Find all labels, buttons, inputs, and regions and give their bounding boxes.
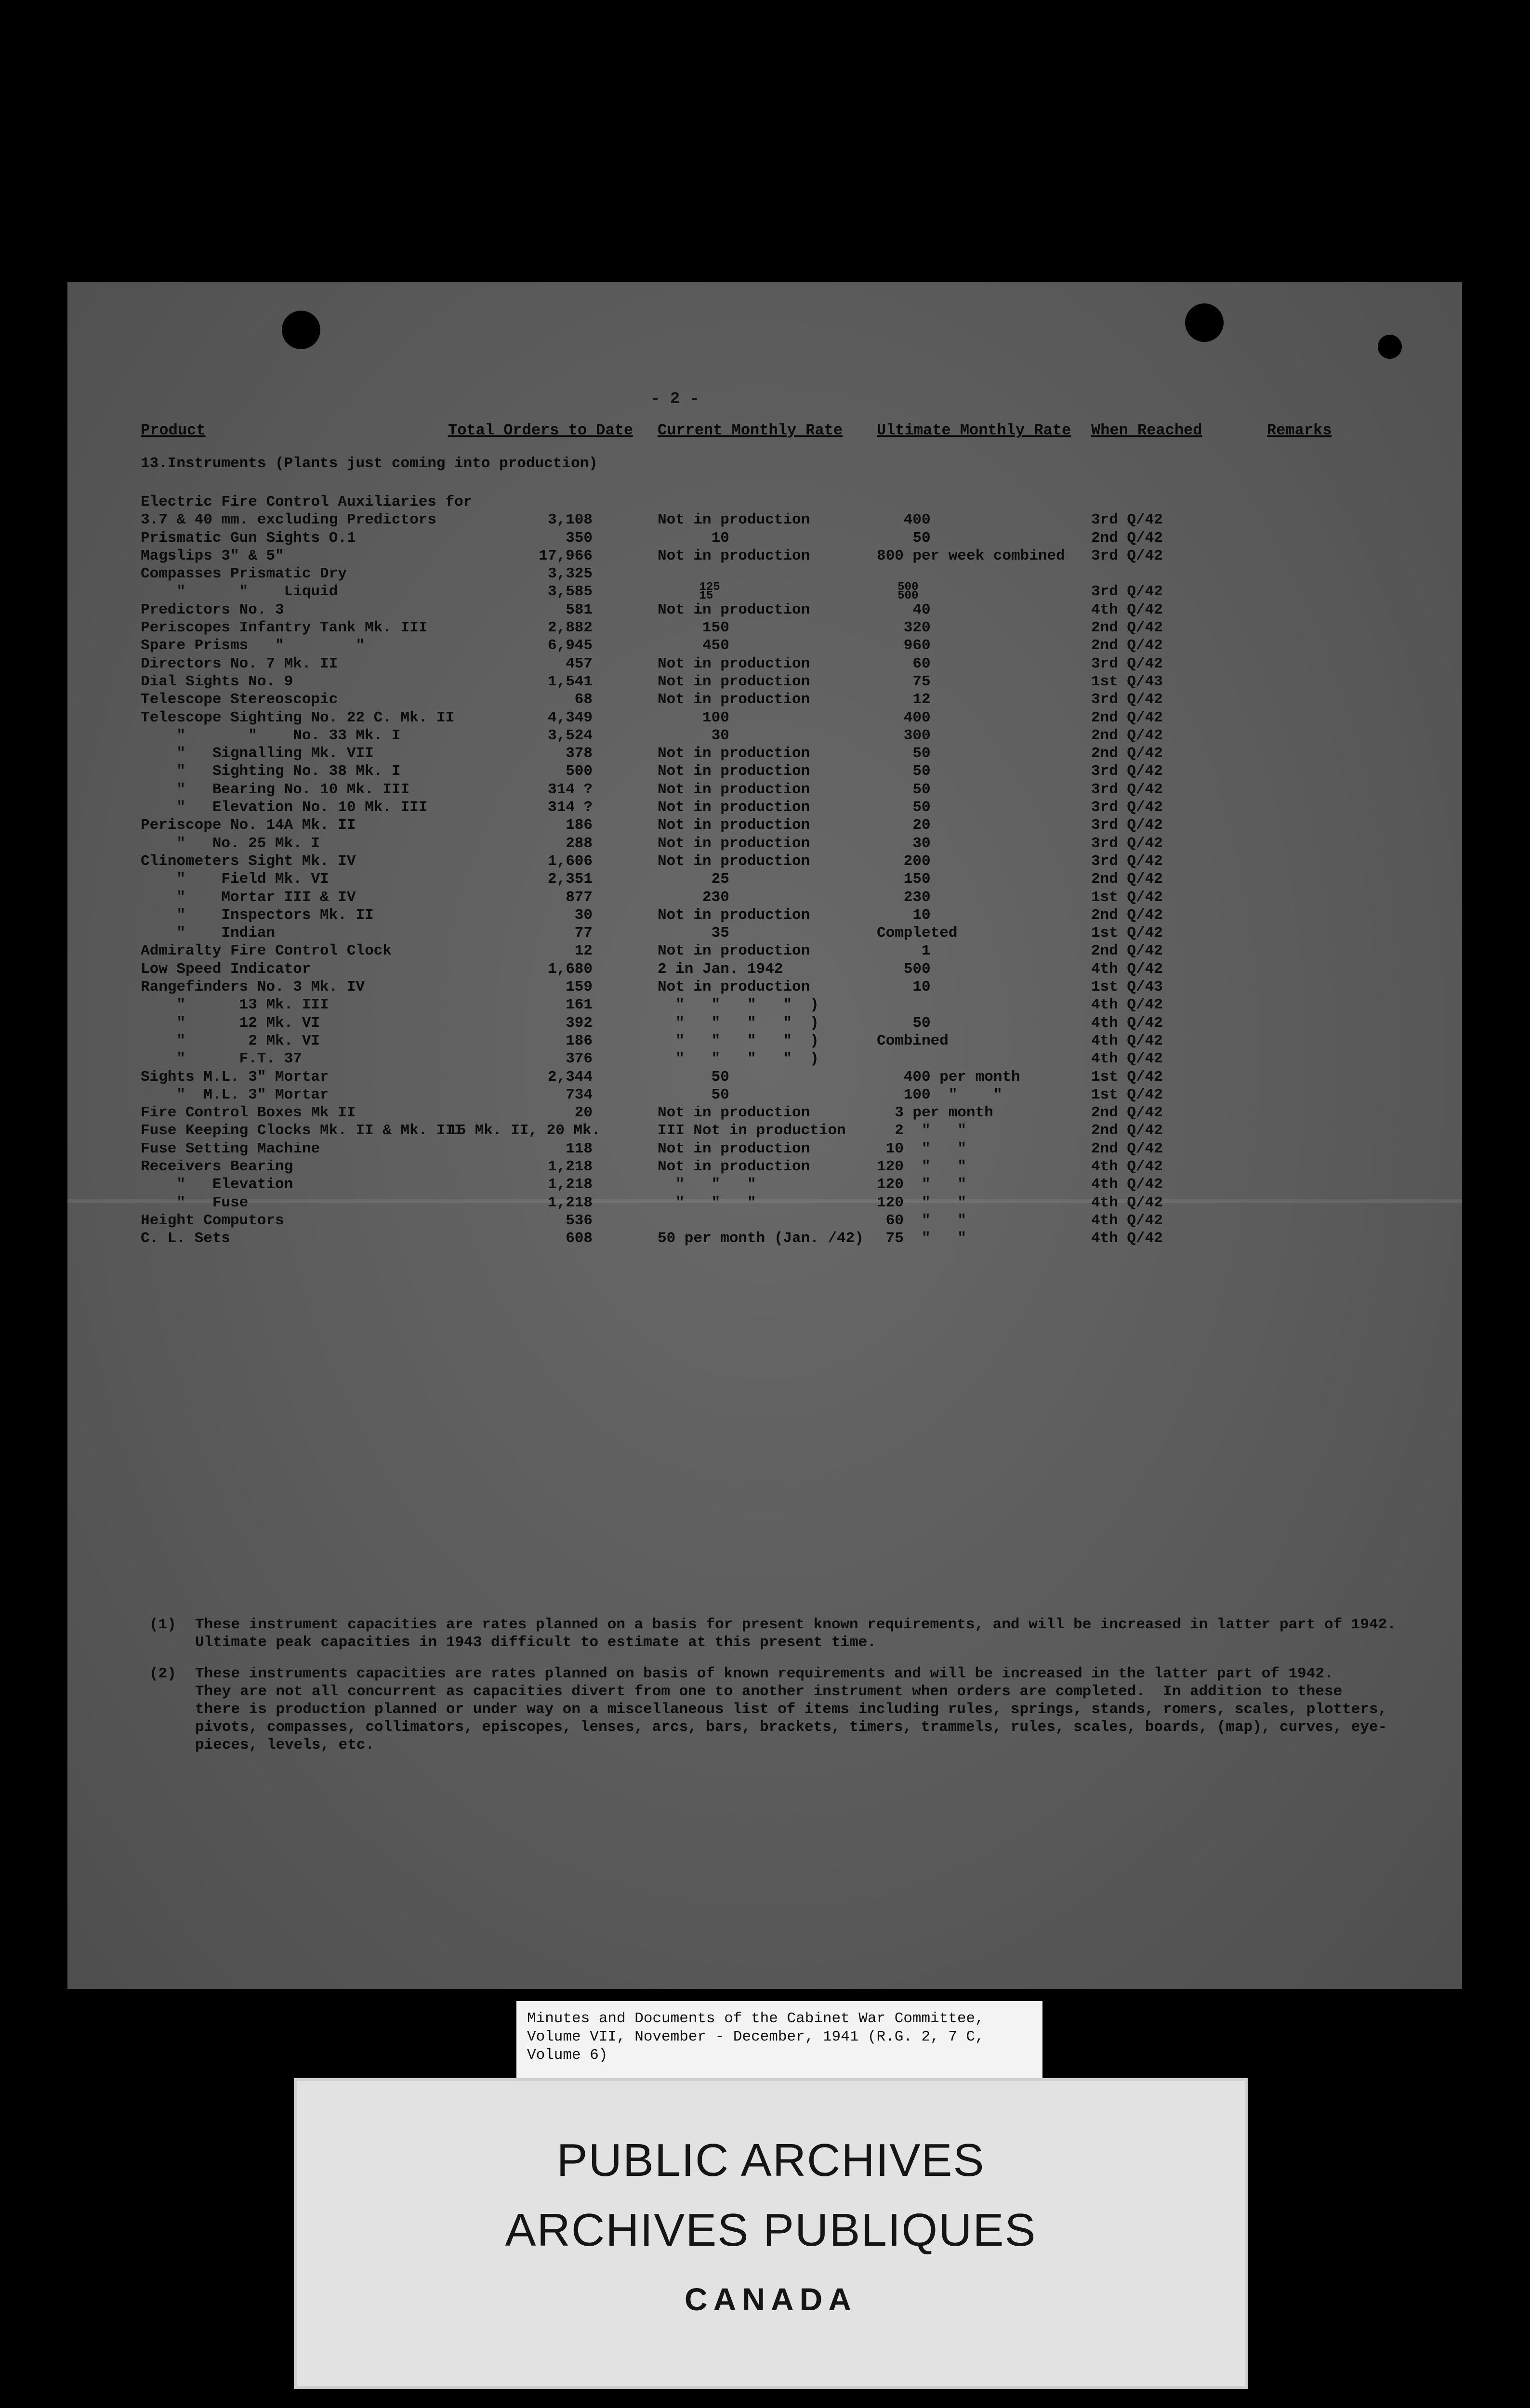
when-reached-cell: 1st Q/43: [1091, 673, 1163, 690]
product-cell: " " No. 33 Mk. I: [141, 727, 401, 744]
product-cell: Periscope No. 14A Mk. II: [141, 817, 356, 834]
when-reached-cell: 2nd Q/42: [1091, 1122, 1163, 1139]
when-reached-cell: 2nd Q/42: [1091, 1104, 1163, 1122]
punch-hole: [1378, 335, 1402, 359]
product-cell: " M.L. 3" Mortar: [141, 1086, 329, 1103]
product-cell: " Mortar III & IV: [141, 889, 356, 906]
current-rate-cell: Not in production: [658, 781, 810, 798]
product-cell: " Inspectors Mk. II: [141, 906, 374, 924]
current-rate-cell: Not in production: [658, 942, 810, 960]
orders-cell: 608: [566, 1230, 593, 1247]
orders-cell: 1,218: [547, 1176, 593, 1193]
product-cell: " Bearing No. 10 Mk. III: [141, 781, 410, 798]
archive-citation-label: [516, 2001, 1042, 2088]
footnote-number: (1): [149, 1616, 176, 1633]
ultimate-rate-cell: 400 per month: [877, 1068, 1020, 1086]
current-rate-cell: Not in production: [658, 906, 810, 924]
when-reached-cell: 3rd Q/42: [1091, 547, 1163, 564]
current-rate-cell: 100: [658, 709, 729, 726]
when-reached-cell: 4th Q/42: [1091, 1014, 1163, 1032]
current-rate-cell: 25: [658, 871, 729, 888]
citation-line: Minutes and Documents of the Cabinet War Committee,: [527, 2010, 984, 2027]
product-cell: " 13 Mk. III: [141, 996, 329, 1014]
orders-cell: 457: [566, 655, 593, 672]
table-row: [67, 1050, 1462, 1068]
when-reached-cell: 2nd Q/42: [1091, 745, 1163, 762]
current-rate-cell: Not in production: [658, 1140, 810, 1157]
when-reached-cell: 4th Q/42: [1091, 960, 1163, 978]
when-reached-cell: 4th Q/42: [1091, 1230, 1163, 1247]
when-reached-cell: 4th Q/42: [1091, 1158, 1163, 1175]
orders-cell: 3,524: [547, 727, 593, 744]
header-remarks: Remarks: [1267, 421, 1332, 439]
ultimate-rate-cell: Completed: [877, 925, 958, 942]
ultimate-rate-cell: 50: [877, 781, 931, 798]
current-rate-cell: Not in production: [658, 799, 810, 816]
product-cell: " " Liquid: [141, 583, 338, 601]
when-reached-cell: 1st Q/42: [1091, 1086, 1163, 1103]
current-rate-cell: Not in production: [658, 817, 810, 834]
when-reached-cell: 3rd Q/42: [1091, 835, 1163, 852]
orders-cell: 159: [566, 979, 593, 996]
ultimate-rate-cell: 120 " ": [877, 1176, 967, 1193]
current-rate-cell: 450: [658, 637, 729, 654]
punch-hole: [282, 311, 320, 349]
when-reached-cell: 3rd Q/42: [1091, 781, 1163, 798]
footnote: [149, 1665, 1450, 1754]
ultimate-rate-cell: 50: [877, 763, 931, 780]
ultimate-rate-cell: 320: [877, 619, 931, 637]
when-reached-cell: 3rd Q/42: [1091, 799, 1163, 816]
product-cell: C. L. Sets: [141, 1230, 231, 1247]
page-number: - 2 -: [650, 390, 700, 408]
footnote: [149, 1616, 1450, 1651]
current-rate-cell: 125 15: [699, 581, 720, 603]
table-row: [67, 942, 1462, 960]
orders-cell: 12: [574, 942, 593, 960]
when-reached-cell: 3rd Q/42: [1091, 852, 1163, 870]
orders-cell: 1,541: [547, 673, 593, 690]
ultimate-rate-cell: 10 " ": [877, 1140, 967, 1157]
ultimate-rate-cell: 800 per week combined: [877, 547, 1065, 564]
product-cell: " 2 Mk. VI: [141, 1032, 320, 1049]
table-row: [67, 799, 1462, 817]
section-title: 13.Instruments (Plants just coming into production): [141, 455, 598, 472]
ultimate-rate-cell: 230: [877, 889, 931, 906]
product-cell: Fire Control Boxes Mk II: [141, 1104, 356, 1122]
when-reached-cell: 4th Q/42: [1091, 1050, 1163, 1068]
current-rate-cell: 50: [658, 1068, 729, 1086]
current-rate-cell: 150: [658, 619, 729, 637]
current-rate-cell: Not in production: [658, 601, 810, 618]
table-row: [67, 637, 1462, 655]
table-row: [67, 494, 1462, 511]
product-cell: Height Computors: [141, 1212, 284, 1229]
table-row: [67, 548, 1462, 565]
when-reached-cell: 2nd Q/42: [1091, 1140, 1163, 1157]
ultimate-rate-cell: 2 " ": [877, 1122, 967, 1139]
current-rate-cell: Not in production: [658, 511, 810, 529]
orders-cell: 20: [574, 1104, 593, 1122]
ultimate-rate-cell: 120 " ": [877, 1158, 967, 1175]
current-rate-cell: 50: [658, 1086, 729, 1103]
orders-cell: 30: [574, 906, 593, 924]
header-when-reached: When Reached: [1091, 421, 1202, 439]
when-reached-cell: 2nd Q/42: [1091, 709, 1163, 726]
when-reached-cell: 3rd Q/42: [1091, 763, 1163, 780]
table-row: [67, 817, 1462, 835]
table-row: [67, 691, 1462, 709]
current-rate-cell: 35: [658, 925, 729, 942]
product-cell: Compasses Prismatic Dry: [141, 565, 347, 583]
ultimate-rate-cell: 75 " ": [877, 1230, 967, 1247]
table-row: [67, 745, 1462, 763]
stamp-line-archives-publiques: ARCHIVES PUBLIQUES: [505, 2204, 1037, 2256]
current-rate-cell: " " " " ): [658, 996, 819, 1014]
punch-hole: [1185, 303, 1224, 342]
orders-cell: 118: [566, 1140, 593, 1157]
product-cell: Rangefinders No. 3 Mk. IV: [141, 979, 365, 996]
archives-stamp-card: [294, 2078, 1248, 2389]
ultimate-rate-cell: 500: [877, 960, 931, 978]
current-rate-cell: " " ": [658, 1176, 756, 1193]
ultimate-rate-cell: 150: [877, 871, 931, 888]
ultimate-rate-cell: 120 " ": [877, 1194, 967, 1211]
table-row: [67, 1122, 1462, 1140]
table-row: [67, 996, 1462, 1014]
orders-cell: 1,218: [547, 1194, 593, 1211]
table-row: [67, 602, 1462, 619]
when-reached-cell: 1st Q/43: [1091, 979, 1163, 996]
footnote-number: (2): [149, 1665, 176, 1682]
product-cell: " 12 Mk. VI: [141, 1014, 320, 1032]
current-rate-cell: Not in production: [658, 655, 810, 672]
orders-cell: 15 Mk. II, 20 Mk.: [448, 1122, 601, 1139]
product-cell: Clinometers Sight Mk. IV: [141, 852, 356, 870]
product-cell: " F.T. 37: [141, 1050, 302, 1068]
orders-cell: 4,349: [547, 709, 593, 726]
current-rate-cell: Not in production: [658, 745, 810, 762]
when-reached-cell: 2nd Q/42: [1091, 942, 1163, 960]
current-rate-cell: Not in production: [658, 852, 810, 870]
footnotes: [149, 1616, 1450, 1767]
table-row: [67, 763, 1462, 781]
product-cell: " Signalling Mk. VII: [141, 745, 374, 762]
product-cell: Low Speed Indicator: [141, 960, 311, 978]
ultimate-rate-cell: 50: [877, 1014, 931, 1032]
table-row: [67, 1176, 1462, 1194]
ultimate-rate-cell: 60: [877, 655, 931, 672]
current-rate-cell: 10: [658, 529, 729, 547]
when-reached-cell: 3rd Q/42: [1091, 655, 1163, 672]
table-row: [67, 673, 1462, 691]
product-cell: 3.7 & 40 mm. excluding Predictors: [141, 511, 436, 529]
footnote-text: These instrument capacities are rates planned on a basis for present known requirements, and will be increased in latter part of 1942. Ultimate peak capacities in 1943 difficult to estimate at this present time.: [195, 1616, 1396, 1651]
current-rate-cell: " " " " ): [658, 1050, 819, 1068]
table-row: [67, 1194, 1462, 1212]
when-reached-cell: 2nd Q/42: [1091, 871, 1163, 888]
ultimate-rate-cell: 500 500: [897, 581, 919, 603]
current-rate-cell: 30: [658, 727, 729, 744]
current-rate-cell: Not in production: [658, 979, 810, 996]
ultimate-rate-cell: 1: [877, 942, 931, 960]
when-reached-cell: 2nd Q/42: [1091, 727, 1163, 744]
when-reached-cell: 2nd Q/42: [1091, 637, 1163, 654]
orders-cell: 6,945: [547, 637, 593, 654]
orders-cell: 314 ?: [547, 781, 593, 798]
instrument-table: [67, 494, 1462, 1248]
product-cell: Magslips 3" & 5": [141, 547, 284, 564]
product-cell: Admiralty Fire Control Clock: [141, 942, 392, 960]
orders-cell: 500: [566, 763, 593, 780]
current-rate-cell: Not in production: [658, 763, 810, 780]
table-row: [67, 1015, 1462, 1033]
orders-cell: 68: [574, 691, 593, 708]
when-reached-cell: 1st Q/42: [1091, 925, 1163, 942]
current-rate-cell: Not in production: [658, 691, 810, 708]
orders-cell: 161: [566, 996, 593, 1014]
ultimate-rate-cell: 300: [877, 727, 931, 744]
orders-cell: 2,882: [547, 619, 593, 637]
orders-cell: 1,680: [547, 960, 593, 978]
product-cell: Telescope Sighting No. 22 C. Mk. II: [141, 709, 455, 726]
table-row: [67, 961, 1462, 979]
orders-cell: 877: [566, 889, 593, 906]
product-cell: Telescope Stereoscopic: [141, 691, 338, 708]
ultimate-rate-cell: 40: [877, 601, 931, 618]
ultimate-rate-cell: 75: [877, 673, 931, 690]
ultimate-rate-cell: Combined: [877, 1032, 949, 1049]
orders-cell: 376: [566, 1050, 593, 1068]
orders-cell: 186: [566, 817, 593, 834]
product-cell: Periscopes Infantry Tank Mk. III: [141, 619, 428, 637]
product-cell: Receivers Bearing: [141, 1158, 293, 1175]
table-row: [67, 925, 1462, 942]
current-rate-cell: Not in production: [658, 673, 810, 690]
ultimate-rate-cell: 10: [877, 979, 931, 996]
table-row: [67, 889, 1462, 907]
table-row: [67, 1212, 1462, 1230]
stamp-line-public-archives: PUBLIC ARCHIVES: [556, 2134, 985, 2186]
product-cell: Dial Sights No. 9: [141, 673, 293, 690]
table-row: [67, 1158, 1462, 1176]
orders-cell: 3,325: [547, 565, 593, 583]
ultimate-rate-cell: 100 " ": [877, 1086, 1002, 1103]
orders-cell: 536: [566, 1212, 593, 1229]
header-total-orders: Total Orders to Date: [448, 421, 633, 439]
orders-cell: 378: [566, 745, 593, 762]
table-row: [67, 781, 1462, 799]
product-cell: Fuse Setting Machine: [141, 1140, 320, 1157]
ultimate-rate-cell: 200: [877, 852, 931, 870]
table-row: [67, 979, 1462, 996]
table-row: [67, 1086, 1462, 1104]
product-cell: Directors No. 7 Mk. II: [141, 655, 338, 672]
product-cell: " Field Mk. VI: [141, 871, 329, 888]
orders-cell: 2,351: [547, 871, 593, 888]
ultimate-rate-cell: 960: [877, 637, 931, 654]
citation-line: Volume 6): [527, 2047, 608, 2064]
table-row: [67, 1069, 1462, 1086]
product-cell: Sights M.L. 3" Mortar: [141, 1068, 329, 1086]
product-cell: " Indian: [141, 925, 276, 942]
ultimate-rate-cell: 30: [877, 835, 931, 852]
orders-cell: 314 ?: [547, 799, 593, 816]
stamp-line-canada: CANADA: [685, 2281, 857, 2317]
product-cell: " Elevation No. 10 Mk. III: [141, 799, 428, 816]
orders-cell: 186: [566, 1032, 593, 1049]
current-rate-cell: 2 in Jan. 1942: [658, 960, 783, 978]
when-reached-cell: 1st Q/42: [1091, 889, 1163, 906]
current-rate-cell: Not in production: [658, 547, 810, 564]
current-rate-cell: Not in production: [658, 1104, 810, 1122]
ultimate-rate-cell: 50: [877, 529, 931, 547]
product-cell: Spare Prisms " ": [141, 637, 365, 654]
current-rate-cell: 230: [658, 889, 729, 906]
when-reached-cell: 4th Q/42: [1091, 1032, 1163, 1049]
when-reached-cell: 4th Q/42: [1091, 1194, 1163, 1211]
when-reached-cell: 4th Q/42: [1091, 1176, 1163, 1193]
orders-cell: 288: [566, 835, 593, 852]
when-reached-cell: 2nd Q/42: [1091, 619, 1163, 637]
orders-cell: 17,966: [539, 547, 593, 564]
document-sheet: [67, 282, 1462, 1989]
ultimate-rate-cell: 50: [877, 799, 931, 816]
orders-cell: 77: [574, 925, 593, 942]
product-cell: Predictors No. 3: [141, 601, 284, 618]
current-rate-cell: " " ": [658, 1194, 756, 1211]
current-rate-cell: Not in production: [658, 1158, 810, 1175]
header-product: Product: [141, 421, 206, 439]
when-reached-cell: 3rd Q/42: [1091, 691, 1163, 708]
table-row: [67, 1230, 1462, 1248]
table-row: [67, 853, 1462, 871]
current-rate-cell: III Not in production: [658, 1122, 846, 1139]
when-reached-cell: 2nd Q/42: [1091, 906, 1163, 924]
current-rate-cell: 50 per month (Jan. /42): [658, 1230, 864, 1247]
orders-cell: 392: [566, 1014, 593, 1032]
orders-cell: 3,585: [547, 583, 593, 601]
citation-line: Volume VII, November - December, 1941 (R.G. 2, 7 C,: [527, 2028, 984, 2045]
product-cell: " Sighting No. 38 Mk. I: [141, 763, 401, 780]
when-reached-cell: 4th Q/42: [1091, 996, 1163, 1014]
ultimate-rate-cell: 10: [877, 906, 931, 924]
product-cell: " Elevation: [141, 1176, 293, 1193]
product-cell: " No. 25 Mk. I: [141, 835, 320, 852]
table-row: [67, 565, 1462, 583]
table-row: [67, 835, 1462, 853]
table-row: [67, 727, 1462, 745]
ultimate-rate-cell: 20: [877, 817, 931, 834]
when-reached-cell: 2nd Q/42: [1091, 529, 1163, 547]
header-ultimate-rate: Ultimate Monthly Rate: [877, 421, 1071, 439]
current-rate-cell: Not in production: [658, 835, 810, 852]
orders-cell: 581: [566, 601, 593, 618]
when-reached-cell: 3rd Q/42: [1091, 817, 1163, 834]
table-row: [67, 583, 1462, 601]
table-row: [67, 1104, 1462, 1122]
current-rate-cell: " " " " ): [658, 1014, 819, 1032]
table-row: [67, 709, 1462, 727]
table-row: [67, 907, 1462, 925]
ultimate-rate-cell: 3 per month: [877, 1104, 993, 1122]
ultimate-rate-cell: 50: [877, 745, 931, 762]
product-cell: Electric Fire Control Auxiliaries for: [141, 494, 473, 510]
product-cell: Prismatic Gun Sights O.1: [141, 529, 356, 547]
when-reached-cell: 4th Q/42: [1091, 601, 1163, 618]
ultimate-rate-cell: 400: [877, 511, 931, 529]
footnote-text: These instruments capacities are rates planned on basis of known requirements and will be increased in the latter part of 1942. They are not all concurrent as capacities divert from one to another instrument when orders are completed. In addition to these there is production planned or under way on a miscellaneous list of items including rules, springs, stands, romers, scales, plotters, pivots, compasses, collimators, episcopes, lenses, arcs, bars, brackets, timers, trammels, rules, scales, boards, (map), curves, eye- pieces, levels, etc.: [195, 1665, 1387, 1754]
orders-cell: 734: [566, 1086, 593, 1103]
ultimate-rate-cell: 60 " ": [877, 1212, 967, 1229]
when-reached-cell: 3rd Q/42: [1091, 511, 1163, 529]
orders-cell: 3,108: [547, 511, 593, 529]
table-row: [67, 655, 1462, 673]
when-reached-cell: 4th Q/42: [1091, 1212, 1163, 1229]
ultimate-rate-cell: 12: [877, 691, 931, 708]
table-row: [67, 511, 1462, 529]
table-row: [67, 619, 1462, 637]
orders-cell: 2,344: [547, 1068, 593, 1086]
table-row: [67, 871, 1462, 889]
table-row: [67, 530, 1462, 548]
orders-cell: 350: [566, 529, 593, 547]
orders-cell: 1,606: [547, 852, 593, 870]
table-row: [67, 1140, 1462, 1158]
when-reached-cell: 3rd Q/42: [1091, 583, 1163, 601]
product-cell: " Fuse: [141, 1194, 249, 1211]
product-cell: Fuse Keeping Clocks Mk. II & Mk. III: [141, 1122, 463, 1139]
orders-cell: 1,218: [547, 1158, 593, 1175]
current-rate-cell: " " " " ): [658, 1032, 819, 1049]
ultimate-rate-cell: 400: [877, 709, 931, 726]
header-current-rate: Current Monthly Rate: [658, 421, 843, 439]
when-reached-cell: 1st Q/42: [1091, 1068, 1163, 1086]
table-row: [67, 1033, 1462, 1050]
